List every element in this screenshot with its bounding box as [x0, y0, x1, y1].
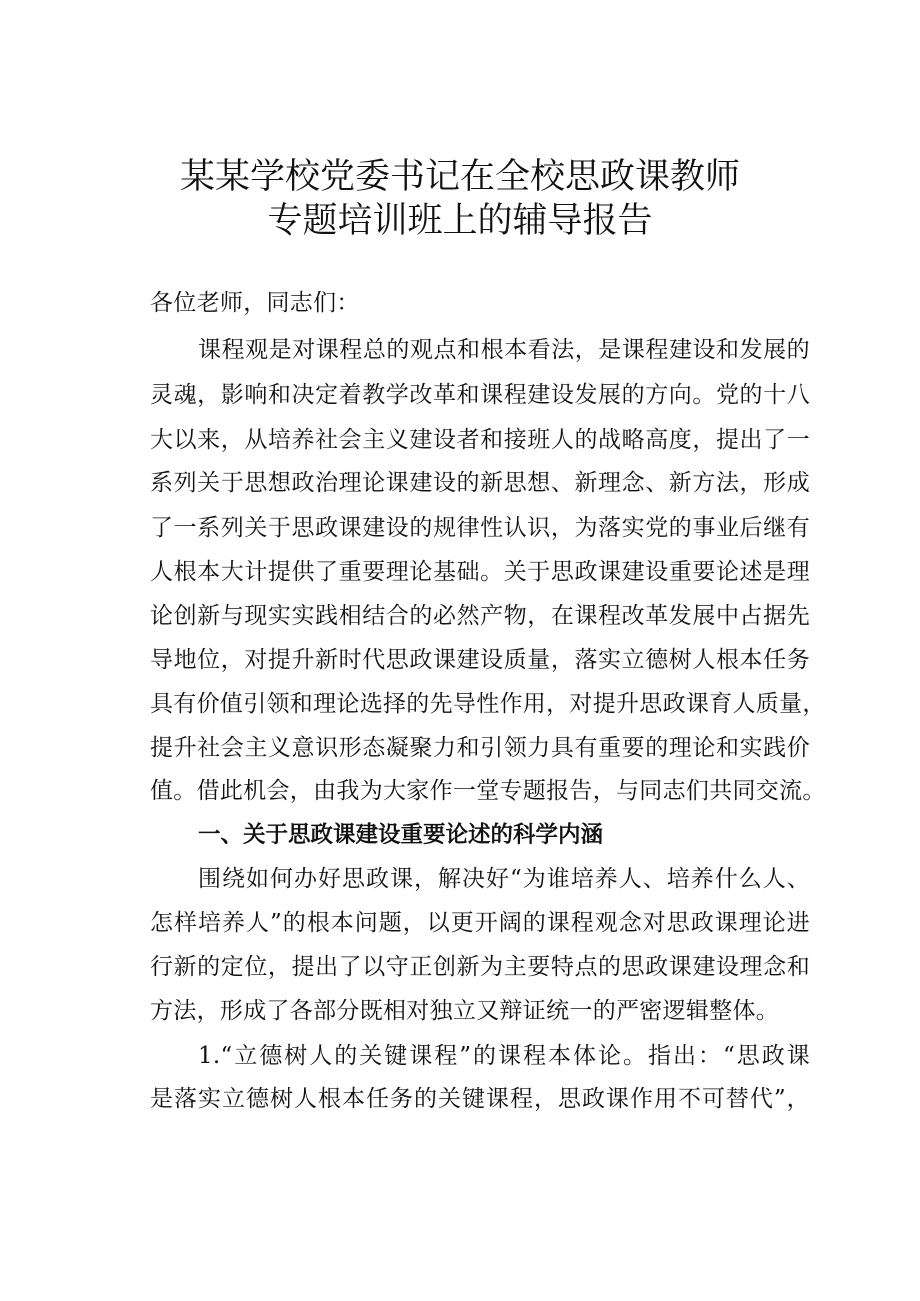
- paragraph-2-line: 方法，形成了各部分既相对独立又辩证统一的严密逻辑整体。: [150, 998, 780, 1024]
- paragraph-1-line: 灵魂，影响和决定着教学改革和课程建设发展的方向。党的十八: [150, 382, 810, 408]
- paragraph-1-line: 具有价值引领和理论选择的先导性作用，对提升思政课育人质量，: [150, 691, 826, 717]
- paragraph-1-line: 值。借此机会，由我为大家作一堂专题报告，与同志们共同交流。: [150, 778, 826, 804]
- salutation: 各位老师，同志们：: [150, 290, 360, 316]
- paragraph-1-line: 论创新与现实实践相结合的必然产物，在课程改革发展中占据先: [150, 603, 810, 629]
- paragraph-1-line: 大以来，从培养社会主义建设者和接班人的战略高度，提出了一: [150, 427, 810, 453]
- paragraph-1-line: 了一系列关于思政课建设的规律性认识，为落实党的事业后继有: [150, 515, 810, 541]
- paragraph-2-line: 行新的定位，提出了以守正创新为主要特点的思政课建设理念和: [150, 954, 810, 980]
- document-title-line-2: 专题培训班上的辅导报告: [267, 201, 653, 241]
- paragraph-2-line: 围绕如何办好思政课，解决好“为谁培养人、培养什么人、: [198, 866, 810, 892]
- paragraph-1-line: 课程观是对课程总的观点和根本看法，是课程建设和发展的: [198, 337, 810, 363]
- paragraph-3-line: 是落实立德树人根本任务的关键课程，思政课作用不可替代”，: [150, 1086, 810, 1112]
- paragraph-1-line: 导地位，对提升新时代思政课建设质量，落实立德树人根本任务: [150, 647, 810, 673]
- paragraph-2-line: 怎样培养人”的根本问题，以更开阔的课程观念对思政课理论进: [150, 910, 810, 936]
- paragraph-3-line: 1.“立德树人的关键课程”的课程本体论。指出：“思政课: [198, 1043, 810, 1069]
- paragraph-1-line: 人根本大计提供了重要理论基础。关于思政课建设重要论述是理: [150, 559, 810, 585]
- section-1-heading: 一、关于思政课建设重要论述的科学内涵: [198, 822, 604, 848]
- document-title-line-1: 某某学校党委书记在全校思政课教师: [179, 157, 740, 197]
- paragraph-1-line: 系列关于思想政治理论课建设的新思想、新理念、新方法，形成: [150, 470, 810, 496]
- paragraph-1-line: 提升社会主义意识形态凝聚力和引领力具有重要的理论和实践价: [150, 735, 810, 761]
